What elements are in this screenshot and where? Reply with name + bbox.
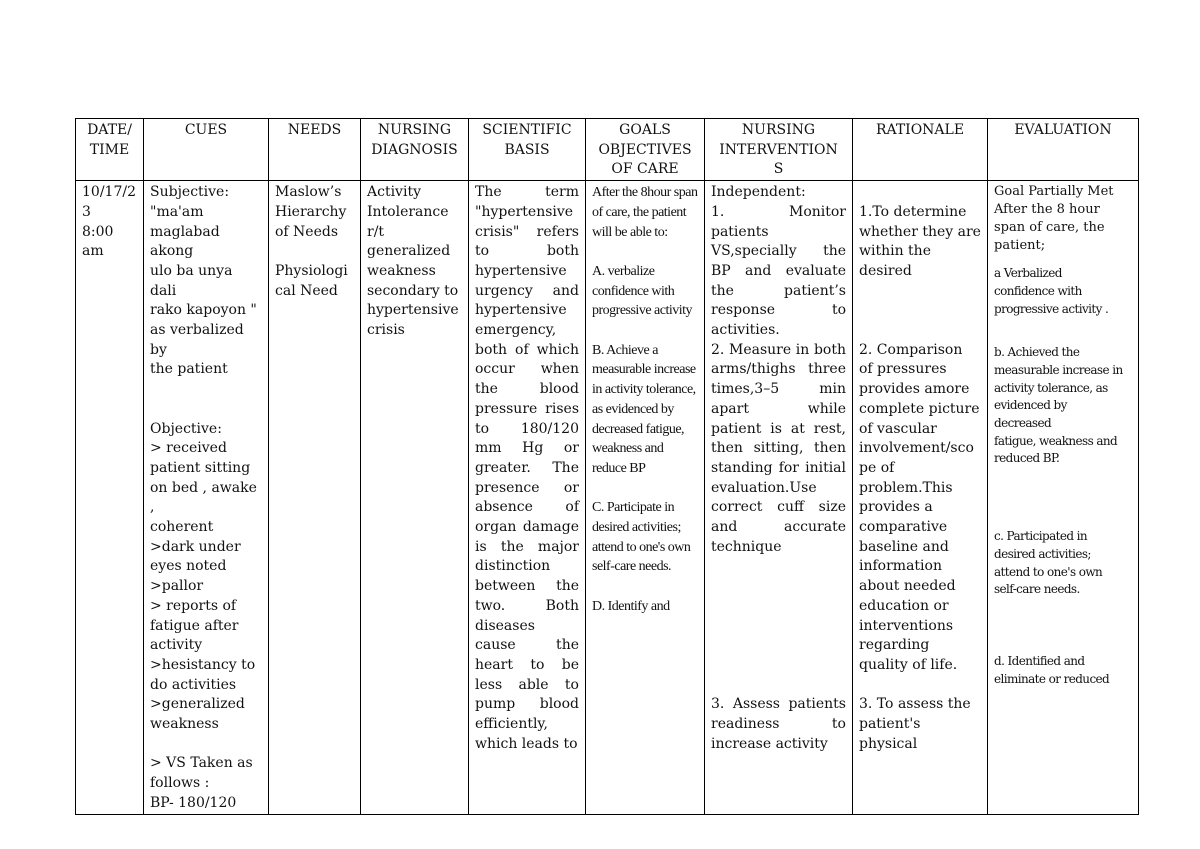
header-goals: GOALS OBJECTIVES OF CARE — [586, 119, 705, 181]
header-nursing-diagnosis: NURSING DIAGNOSIS — [361, 119, 469, 181]
scientific-basis-text: The term "hypertensive crisis" refers to both hypertensive urgency and hypertensive emergency, both of which occur when the blood pressure rises to 180/120 mm Hg or greater. The presence or absence of organ damage is the major distinction between the two. Both diseases cause the heart to be less able to pump blood efficiently, which leads to — [475, 184, 579, 752]
header-date-time: DATE/ TIME — [76, 119, 144, 181]
cues-subjective: Subjective: "ma'am maglabad akong ulo ba unya dali rako kapoyon " as verbalized by the patient — [150, 184, 257, 378]
table-row — [76, 181, 1139, 814]
cues-cell — [144, 181, 269, 814]
needs-cell — [269, 181, 361, 814]
rationale-1: 1.To determine whether they are within the desired — [859, 203, 981, 279]
goals-cell — [586, 181, 705, 814]
evaluation-b: b. Achieved the measurable increase in activity tolerance, as evidenced by decreased fatigue, weakness and reduced BP. — [994, 345, 1123, 466]
goal-c: C. Participate in desired activities; attend to one's own self-care needs. — [592, 500, 691, 575]
nursing-diagnosis-text: Activity Intolerance r/t generalized weakness secondary to hypertensive crisis — [367, 184, 459, 339]
date-time-text: 10/17/2 3 8:00 am — [82, 184, 136, 260]
goals-intro: After the 8hour span of care, the patient will be able to: — [592, 185, 698, 240]
needs-type: Physiologi cal Need — [275, 262, 348, 299]
evaluation-summary: Goal Partially Met After the 8 hour span of care, the patient; — [994, 184, 1114, 254]
scientific-basis-cell — [469, 181, 586, 814]
intervention-3: 3. Assess patients readiness to increase activity — [711, 696, 846, 752]
intervention-2: 2. Measure in both arms/thighs three times,3–5 min apart while patient is at rest, then sitting, then standing for initial evaluation.Use correct cuff size and accurate technique — [711, 341, 846, 555]
intervention-1: 1. Monitor patients VS,specially the BP and evaluate the patient’s response to activities. — [711, 203, 846, 339]
header-rationale: RATIONALE — [853, 119, 988, 181]
header-nursing-interventions: NURSING INTERVENTION S — [705, 119, 853, 181]
needs-hierarchy: Maslow’s Hierarchy of Needs — [275, 184, 347, 240]
cues-objective: Objective: > received patient sitting on bed , awake , coherent >dark under eyes noted >pallor > reports of fatigue after activity >hesistancy to do activities >generalized weakness — [150, 420, 257, 733]
nursing-care-plan-table — [75, 118, 1139, 815]
nursing-diagnosis-cell — [361, 181, 469, 814]
date-time-cell — [76, 181, 144, 814]
goal-b: B. Achieve a measurable increase in activity tolerance, as evidenced by decreased fatigue, weakness and reduce BP — [592, 342, 696, 476]
rationale-3: 3. To assess the patient's physical — [859, 696, 971, 752]
header-evaluation: EVALUATION — [988, 119, 1139, 181]
header-needs: NEEDS — [269, 119, 361, 181]
header-scientific-basis: SCIENTIFIC BASIS — [469, 119, 586, 181]
evaluation-d: d. Identified and eliminate or reduced — [994, 653, 1110, 686]
interventions-cell — [705, 181, 853, 814]
intervention-independent-label: Independent: — [711, 184, 806, 201]
evaluation-a: a Verbalized confidence with progressive activity . — [994, 266, 1109, 316]
rationale-cell — [853, 181, 988, 814]
header-cues: CUES — [144, 119, 269, 181]
evaluation-c: c. Participated in desired activities; attend to one's own self-care needs. — [994, 529, 1103, 597]
goal-d: D. Identify and — [592, 598, 670, 614]
header-row — [76, 119, 1139, 181]
goal-a: A. verbalize confidence with progressive activity — [592, 263, 693, 319]
cues-vital-signs: > VS Taken as follows : BP- 180/120 — [150, 755, 253, 811]
rationale-2: 2. Comparison of pressures provides amore complete picture of vascular involvement/sco pe of problem.This provides a comparative baseline and information about needed education or interventions regarding quality of life. — [859, 341, 980, 673]
evaluation-cell — [988, 181, 1139, 814]
